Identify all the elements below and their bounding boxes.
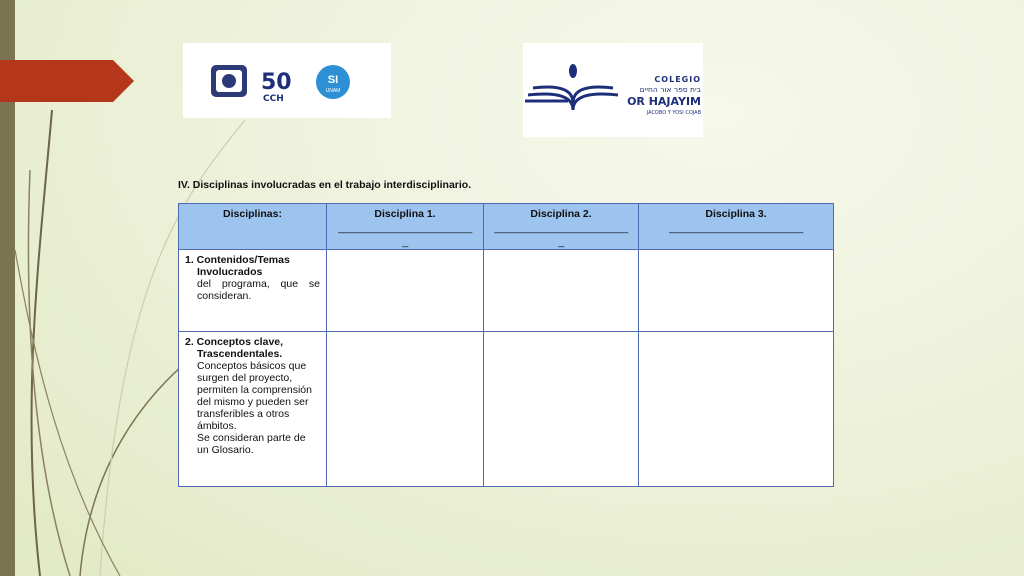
colegio-or-hajayim-logo: [523, 43, 703, 137]
row-subtitle: Trascendentales.: [197, 348, 283, 360]
or-hajayim-text: OR HAJAYIM: [627, 95, 701, 108]
input-cell[interactable]: [484, 250, 639, 332]
disciplines-table: [178, 203, 834, 487]
header-label: Disciplina 3.: [705, 208, 767, 220]
blank-line: _________________________: [669, 222, 803, 234]
blank-line: _________________________: [494, 222, 628, 234]
input-cell[interactable]: [327, 332, 484, 487]
book-flame-icon: [525, 64, 618, 110]
unam-seal-icon: [211, 65, 247, 97]
header-disciplina-2: [484, 204, 639, 250]
row-description: del programa, que se consideran.: [197, 278, 320, 302]
badge-unam-text: UNAM: [325, 88, 341, 94]
badge-si-text: SI: [327, 74, 339, 86]
input-cell[interactable]: [639, 332, 834, 487]
row-description: Conceptos básicos que surgen del proyecto, permiten la comprensión del mismo y pueden ser transferibles a otros ámbitos.: [197, 360, 312, 432]
table-row: [179, 332, 834, 487]
blank-line: _: [402, 236, 408, 248]
input-cell[interactable]: [484, 332, 639, 487]
header-disciplinas: [179, 204, 327, 250]
logo-cch-text: CCH: [263, 94, 284, 104]
row-description-2: Se consideran parte de un Glosario.: [197, 432, 306, 456]
input-cell[interactable]: [639, 250, 834, 332]
institution-logos-left: [183, 43, 391, 118]
table-row: [179, 250, 834, 332]
si-badge-icon: [316, 65, 350, 99]
colegio-text: COLEGIO: [654, 75, 701, 84]
header-disciplina-1: [327, 204, 484, 250]
founders-text: JACOBO Y YOSI COJAB: [646, 110, 701, 116]
header-label: Disciplinas:: [223, 208, 282, 220]
table-header-row: [179, 204, 834, 250]
red-arrow-shape: [0, 60, 134, 102]
row-title: 2. Conceptos clave,: [185, 336, 284, 348]
header-disciplina-3: [639, 204, 834, 250]
input-cell[interactable]: [327, 250, 484, 332]
hebrew-text: בית ספר אור החיים: [639, 85, 701, 94]
row-title: 1. Contenidos/Temas: [185, 254, 290, 266]
section-title: IV. Disciplinas involucradas en el trabajo interdisciplinario.: [178, 179, 472, 191]
row-subtitle: Involucrados: [197, 266, 263, 278]
header-label: Disciplina 1.: [374, 208, 436, 220]
blank-line: _: [558, 236, 564, 248]
row-label-cell: [179, 332, 327, 487]
header-label: Disciplina 2.: [530, 208, 592, 220]
logo-50-text: 50: [261, 70, 292, 95]
row-label-cell: [179, 250, 327, 332]
blank-line: _________________________: [338, 222, 472, 234]
